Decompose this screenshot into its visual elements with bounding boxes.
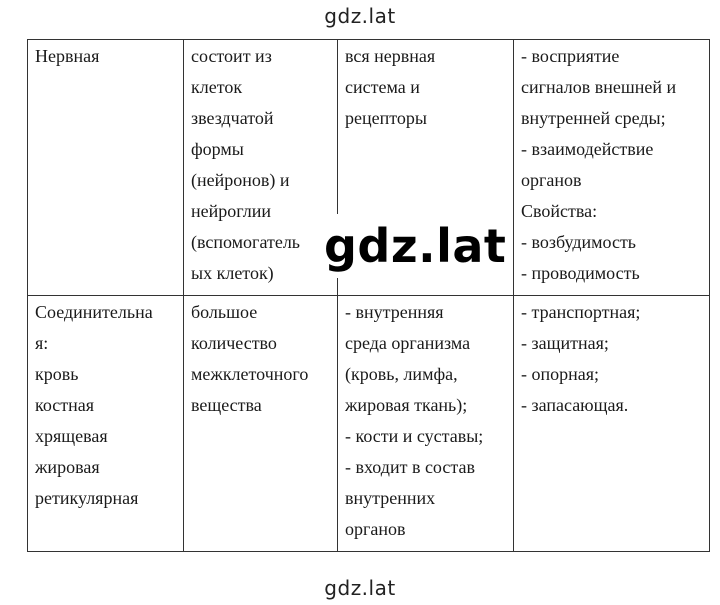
tissue-table	[27, 39, 710, 552]
cell-line: жировая ткань);	[345, 395, 468, 415]
cell-line: клеток	[191, 77, 243, 97]
cell-line: - взаимодействие	[521, 139, 654, 159]
cell-line: - возбудимость	[521, 232, 637, 252]
cell-line: - входит в состав	[345, 457, 475, 477]
cell-tissue-name	[28, 40, 184, 296]
cell-line: звездчатой	[191, 108, 274, 128]
cell-line: рецепторы	[345, 108, 427, 128]
cell-structure	[184, 40, 338, 296]
cell-line: система и	[345, 77, 420, 97]
cell-line: - восприятие	[521, 46, 620, 66]
cell-line: межклеточного	[191, 364, 309, 384]
cell-line: количество	[191, 333, 277, 353]
watermark-center: gdz.lat	[318, 214, 512, 278]
cell-line: большое	[191, 302, 258, 322]
cell-line: Нервная	[35, 46, 100, 66]
cell-line: - запасающая.	[521, 395, 629, 415]
cell-line: хрящевая	[35, 426, 108, 446]
cell-line: нейроглии	[191, 201, 271, 221]
cell-line: среда организма	[345, 333, 471, 353]
cell-line: я:	[35, 333, 49, 353]
cell-line: Свойства:	[521, 201, 598, 221]
cell-line: Соединительна	[35, 302, 153, 322]
cell-tissue-name	[28, 296, 184, 552]
cell-structure	[184, 296, 338, 552]
cell-line: - внутренняя	[345, 302, 444, 322]
cell-line: костная	[35, 395, 95, 415]
cell-line: органов	[345, 519, 406, 539]
watermark-bottom: gdz.lat	[324, 576, 396, 600]
cell-line: ретикулярная	[35, 488, 139, 508]
cell-line: формы	[191, 139, 244, 159]
watermark-top: gdz.lat	[324, 4, 396, 28]
cell-line: внутренней среды;	[521, 108, 666, 128]
cell-line: - защитная;	[521, 333, 609, 353]
cell-line: ых клеток)	[191, 263, 274, 283]
cell-functions	[514, 40, 710, 296]
cell-line: вещества	[191, 395, 262, 415]
cell-line: вся нервная	[345, 46, 436, 66]
cell-line: - опорная;	[521, 364, 600, 384]
cell-line: сигналов внешней и	[521, 77, 677, 97]
cell-location	[338, 296, 514, 552]
cell-line: (вспомогатель	[191, 232, 301, 252]
cell-line: - проводимость	[521, 263, 640, 283]
cell-line: кровь	[35, 364, 79, 384]
cell-line: - транспортная;	[521, 302, 641, 322]
cell-line: (нейронов) и	[191, 170, 290, 190]
cell-line: - кости и суставы;	[345, 426, 484, 446]
cell-line: внутренних	[345, 488, 436, 508]
cell-functions	[514, 296, 710, 552]
cell-line: (кровь, лимфа,	[345, 364, 458, 384]
cell-line: жировая	[35, 457, 100, 477]
cell-line: состоит из	[191, 46, 272, 66]
cell-line: органов	[521, 170, 582, 190]
table-row	[28, 296, 710, 552]
